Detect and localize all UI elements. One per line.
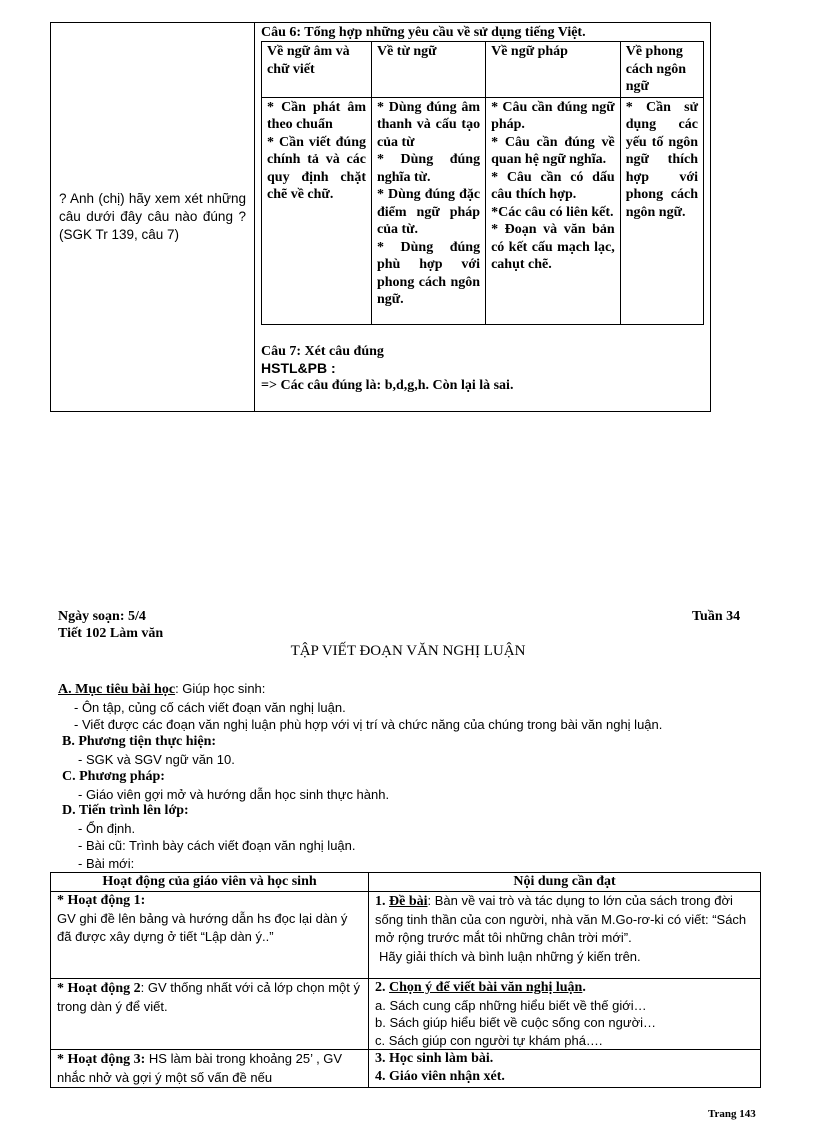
activity-3	[51, 1050, 369, 1088]
content-4-item: 4. Giáo viên nhận xét.	[375, 1068, 505, 1084]
section-a	[58, 680, 662, 734]
cau7-block	[261, 343, 704, 394]
list-item: b. Sách giúp hiểu biết về cuộc sống con người…	[375, 1015, 657, 1030]
list-item: * Cần phát âm theo chuẩn	[267, 99, 366, 132]
col-ngu-am	[262, 97, 372, 324]
section-a-heading: A. Mục tiêu bài học	[58, 682, 176, 697]
col-phong-cach	[620, 97, 703, 324]
header-phong-cach: Về phong cách ngôn ngữ	[620, 42, 703, 98]
header-content: Nội dung cần đạt	[369, 873, 761, 892]
page-title: TẬP VIẾT ĐOẠN VĂN NGHỊ LUẬN	[290, 643, 526, 659]
list-item: c. Sách giúp con người tự khám phá….	[375, 1032, 603, 1048]
section-d-heading: D. Tiến trình lên lớp:	[62, 803, 189, 818]
activity-1-title: * Hoạt động 1:	[57, 893, 146, 908]
list-item: - Giáo viên gợi mở và hướng dẫn học sinh thực hành.	[78, 786, 390, 802]
question-text: ? Anh (chị) hãy xem xét những câu dưới đây câu nào đúng ? (SGK Tr 139, câu 7)	[59, 191, 246, 242]
content-1	[369, 892, 761, 979]
requirements-table	[261, 41, 704, 325]
list-item: - Ổn định.	[78, 820, 136, 836]
cau7-hstl: HSTL&PB :	[261, 359, 336, 376]
content-2-dot: .	[582, 980, 586, 995]
list-item: - Bài mới:	[78, 855, 135, 871]
content-1-text2: Hãy giải thích và bình luận những ý kiến trên.	[379, 948, 641, 964]
list-item: * Câu cần đúng về quan hệ ngữ nghĩa.	[491, 134, 615, 167]
cau6-title: Câu 6: Tổng hợp những yêu cầu về sử dụng tiếng Việt.	[261, 25, 586, 40]
list-item: a. Sách cung cấp những hiểu biết về thế giới…	[375, 997, 647, 1013]
list-item: * Cần sử dụng các yếu tố ngôn ngữ thích hợp với phong cách ngôn ngữ.	[625, 99, 698, 220]
content-3-item: 3. Học sinh làm bài.	[375, 1051, 494, 1066]
list-item: * Câu cần có dấu câu thích hợp.	[491, 169, 615, 202]
tuan: Tuần 34	[692, 609, 741, 624]
activity-3-text: HS làm bài trong khoảng 25’ , GV nhắc nhở và gợi ý một số vấn đề nếu	[57, 1051, 343, 1085]
answer-cell	[255, 23, 711, 412]
ngay-soan: Ngày soạn: 5/4	[58, 609, 146, 624]
activity-2-title: * Hoạt động 2	[57, 981, 141, 996]
tiet: Tiết 102 Làm văn	[58, 626, 164, 641]
header-ngu-phap: Về ngữ pháp	[486, 42, 621, 98]
page-number: Trang 143	[708, 1108, 756, 1120]
list-item: * Dùng đúng nghĩa từ.	[376, 152, 481, 185]
list-item: * Đoạn và văn bản có kết cấu mạch lạc, cahụt chẽ.	[491, 222, 615, 272]
cau7-title: Câu 7: Xét câu đúng	[261, 343, 384, 359]
section-b-heading: B. Phương tiện thực hiện:	[62, 734, 217, 749]
header-tu-ngu: Về từ ngữ	[371, 42, 485, 98]
activity-table	[50, 872, 761, 1088]
top-table	[50, 22, 711, 412]
section-c-heading: C. Phương pháp:	[62, 769, 165, 784]
activity-1	[51, 892, 369, 979]
list-item: - Viết được các đoạn văn nghị luận phù hợp với vị trí và chức năng của chúng trong bài văn nghị luận.	[74, 717, 663, 732]
content-2-num: 2.	[375, 980, 389, 995]
list-item: * Dùng đúng đặc điểm ngữ pháp của từ.	[376, 187, 481, 237]
activity-2-text: : GV thống nhất với cả lớp chọn một ý trong dàn ý để viết.	[57, 980, 361, 1014]
list-item: - Ôn tập, củng cố cách viết đoạn văn nghị luận.	[74, 699, 346, 715]
section-d	[62, 802, 356, 872]
cau7-answer: => Các câu đúng là: b,d,g,h. Còn lại là sai.	[261, 377, 514, 393]
content-1-head: Đề bài	[389, 894, 428, 909]
section-a-tail: : Giúp học sinh:	[175, 681, 266, 696]
content-2-head: Chọn ý để viết bài văn nghị luận	[389, 980, 583, 995]
list-item: - SGK và SGV ngữ văn 10.	[78, 751, 235, 767]
list-item: - Bài cũ: Trình bày cách viết đoạn văn nghị luận.	[78, 838, 356, 853]
section-c	[62, 768, 389, 803]
list-item: * Cần viết đúng chính tả và các quy định chặt chẽ về chữ.	[267, 134, 366, 202]
list-item: *Các câu có liên kết.	[491, 204, 614, 220]
header-activities: Hoạt động của giáo viên và học sinh	[51, 873, 369, 892]
content-3	[369, 1050, 761, 1088]
col-tu-ngu	[371, 97, 485, 324]
content-1-num: 1.	[375, 894, 389, 909]
activity-2	[51, 979, 369, 1050]
header-ngu-am: Về ngữ âm và chữ viết	[262, 42, 372, 98]
section-b	[62, 733, 235, 768]
activity-1-text: GV ghi đề lên bảng và hướng dẫn hs đọc lại dàn ý đã được xây dựng ở tiết “Lập dàn ý..”	[57, 910, 348, 944]
col-ngu-phap	[486, 97, 621, 324]
content-1-text: : Bàn về vai trò và tác dụng to lớn của sách trong đời sống tinh thần của con người, nhà văn M.Go-rơ-ki có viết: “Sách mở rộng trước mắt tôi những chân trời mới”.	[375, 893, 747, 945]
activity-3-title: * Hoạt động 3:	[57, 1052, 146, 1067]
question-cell	[51, 23, 255, 412]
list-item: * Câu cần đúng ngữ pháp.	[491, 99, 615, 132]
list-item: * Dùng đúng phù hợp với phong cách ngôn ngữ.	[376, 239, 481, 307]
content-2	[369, 979, 761, 1050]
list-item: * Dùng đúng âm thanh và cấu tạo của từ	[376, 99, 481, 150]
